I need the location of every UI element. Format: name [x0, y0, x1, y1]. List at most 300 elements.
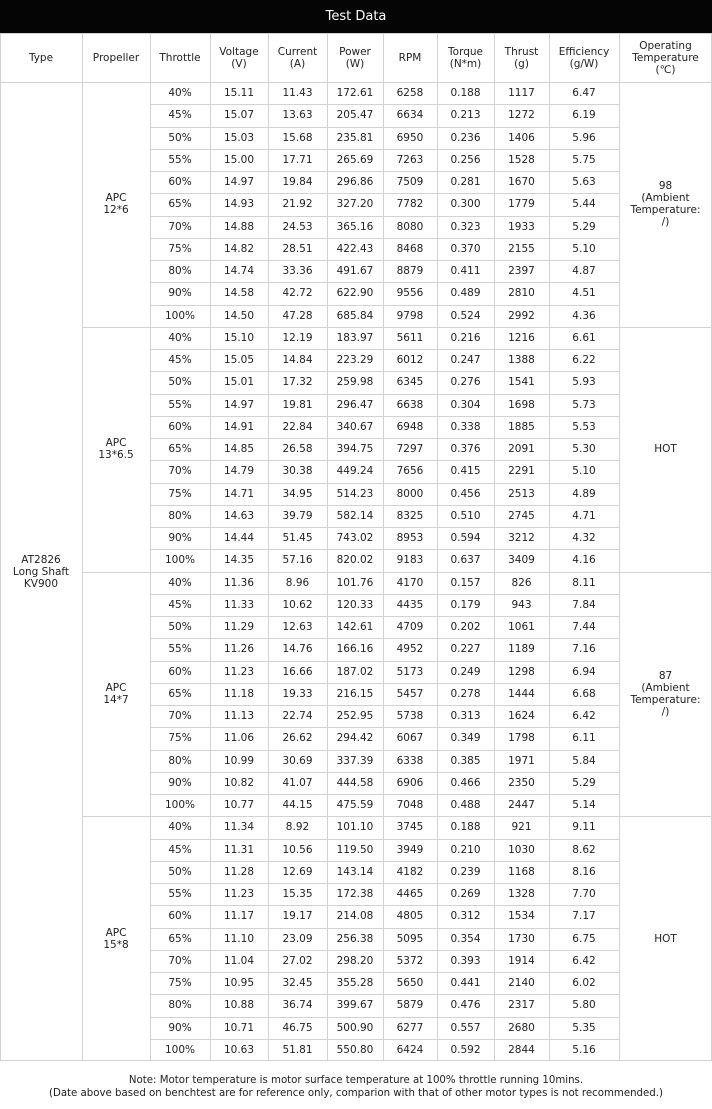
cell-torque: 0.157 [450, 576, 481, 589]
cell-thrust: 1914 [508, 954, 535, 967]
cell-torque: 0.256 [450, 153, 481, 166]
header-voltage: Voltage (V) [219, 45, 259, 70]
cell-thrust: 2992 [508, 309, 535, 322]
cell-power: 101.76 [336, 576, 374, 589]
cell-power: 252.95 [336, 710, 374, 723]
cell-torque: 0.354 [450, 932, 481, 945]
cell-throttle: 50% [168, 131, 192, 144]
cell-efficiency: 7.17 [572, 910, 596, 923]
cell-torque: 0.236 [450, 131, 481, 144]
cell-current: 30.38 [282, 465, 313, 478]
cell-efficiency: 6.22 [572, 354, 596, 367]
cell-current: 23.09 [282, 932, 313, 945]
row-divider [0, 1060, 712, 1061]
cell-throttle: 65% [168, 687, 192, 700]
cell-throttle: 75% [168, 732, 192, 745]
cell-current: 27.02 [282, 954, 313, 967]
row-divider [82, 327, 712, 328]
cell-thrust: 1216 [508, 331, 535, 344]
cell-power: 743.02 [336, 532, 374, 545]
cell-throttle: 55% [168, 398, 192, 411]
cell-current: 33.36 [282, 265, 313, 278]
cell-voltage: 10.88 [223, 999, 255, 1012]
cell-throttle: 60% [168, 910, 192, 923]
cell-current: 21.92 [282, 198, 313, 211]
cell-current: 11.43 [282, 87, 313, 100]
header-efficiency: Efficiency (g/W) [558, 45, 610, 70]
cell-thrust: 1885 [508, 420, 535, 433]
cell-rpm: 8953 [396, 532, 424, 545]
cell-current: 26.58 [282, 443, 313, 456]
cell-voltage: 11.10 [223, 932, 255, 945]
cell-current: 24.53 [282, 220, 313, 233]
cell-rpm: 5372 [396, 954, 424, 967]
cell-voltage: 15.05 [223, 354, 255, 367]
cell-power: 101.10 [336, 821, 374, 834]
column-divider [494, 33, 495, 1061]
cell-power: 422.43 [336, 242, 374, 255]
cell-thrust: 2745 [508, 509, 535, 522]
cell-torque: 0.411 [450, 265, 481, 278]
cell-power: 340.67 [336, 420, 374, 433]
cell-throttle: 45% [168, 598, 192, 611]
note-line-2: (Date above based on benchtest are for reference only, comparion with that of other motor types is not recommended.) [49, 1088, 663, 1099]
cell-efficiency: 5.63 [572, 176, 596, 189]
cell-thrust: 1272 [508, 109, 535, 122]
cell-efficiency: 5.53 [572, 420, 596, 433]
cell-thrust: 1670 [508, 176, 535, 189]
cell-voltage: 11.34 [223, 821, 255, 834]
cell-torque: 0.239 [450, 865, 481, 878]
cell-voltage: 11.28 [223, 865, 255, 878]
cell-efficiency: 4.36 [572, 309, 596, 322]
cell-power: 235.81 [336, 131, 374, 144]
cell-thrust: 1406 [508, 131, 535, 144]
cell-efficiency: 6.75 [572, 932, 596, 945]
cell-voltage: 11.29 [223, 621, 255, 634]
cell-current: 51.81 [282, 1043, 313, 1056]
cell-rpm: 4805 [396, 910, 424, 923]
cell-power: 500.90 [336, 1021, 374, 1034]
cell-power: 444.58 [336, 776, 374, 789]
cell-rpm: 5650 [396, 977, 424, 990]
cell-throttle: 100% [164, 309, 196, 322]
cell-throttle: 65% [168, 198, 192, 211]
cell-thrust: 1779 [508, 198, 535, 211]
cell-power: 475.59 [336, 799, 374, 812]
cell-current: 19.84 [282, 176, 313, 189]
cell-torque: 0.385 [450, 754, 481, 767]
cell-rpm: 5738 [396, 710, 424, 723]
cell-power: 216.15 [336, 687, 374, 700]
cell-thrust: 1798 [508, 732, 535, 745]
cell-power: 119.50 [336, 843, 374, 856]
cell-torque: 0.510 [450, 509, 481, 522]
cell-efficiency: 5.29 [572, 220, 596, 233]
cell-torque: 0.349 [450, 732, 481, 745]
cell-power: 187.02 [336, 665, 374, 678]
cell-torque: 0.313 [450, 710, 481, 723]
cell-thrust: 1117 [508, 87, 535, 100]
header-type: Type [28, 51, 54, 64]
cell-throttle: 70% [168, 465, 192, 478]
cell-power: 399.67 [336, 999, 374, 1012]
type-cell: AT2826 Long Shaft KV900 [12, 553, 70, 590]
cell-voltage: 14.93 [223, 198, 255, 211]
column-divider [383, 33, 384, 1061]
cell-voltage: 11.17 [223, 910, 255, 923]
cell-throttle: 45% [168, 109, 192, 122]
header-propeller: Propeller [92, 51, 140, 64]
table-note [0, 1074, 712, 1100]
cell-power: 296.47 [336, 398, 374, 411]
cell-rpm: 5457 [396, 687, 424, 700]
cell-rpm: 6012 [396, 354, 424, 367]
cell-torque: 0.466 [450, 776, 481, 789]
cell-efficiency: 4.32 [572, 532, 596, 545]
column-divider [437, 33, 438, 1061]
cell-current: 47.28 [282, 309, 313, 322]
cell-throttle: 40% [168, 576, 192, 589]
cell-power: 183.97 [336, 331, 374, 344]
cell-current: 17.71 [282, 153, 313, 166]
cell-rpm: 6067 [396, 732, 424, 745]
cell-throttle: 40% [168, 87, 192, 100]
cell-torque: 0.278 [450, 687, 481, 700]
cell-efficiency: 6.02 [572, 977, 596, 990]
cell-rpm: 6345 [396, 376, 424, 389]
cell-thrust: 2513 [508, 487, 535, 500]
cell-current: 41.07 [282, 776, 313, 789]
cell-voltage: 14.85 [223, 443, 255, 456]
cell-power: 256.38 [336, 932, 374, 945]
cell-voltage: 11.23 [223, 665, 255, 678]
temperature-cell: 98 (Ambient Temperature: /) [630, 180, 701, 229]
cell-power: 265.69 [336, 153, 374, 166]
column-divider [327, 33, 328, 1061]
cell-efficiency: 5.16 [572, 1043, 596, 1056]
cell-power: 296.86 [336, 176, 374, 189]
cell-throttle: 45% [168, 843, 192, 856]
cell-throttle: 55% [168, 153, 192, 166]
cell-rpm: 4182 [396, 865, 424, 878]
header-thrust: Thrust (g) [504, 45, 539, 70]
propeller-cell: APC 15*8 [103, 926, 129, 951]
header-temperature: Operating Temperature (℃) [632, 39, 699, 76]
cell-thrust: 1061 [508, 621, 535, 634]
cell-throttle: 80% [168, 265, 192, 278]
cell-throttle: 40% [168, 331, 192, 344]
cell-power: 491.67 [336, 265, 374, 278]
cell-torque: 0.370 [450, 242, 481, 255]
cell-current: 22.84 [282, 420, 313, 433]
cell-current: 19.81 [282, 398, 313, 411]
cell-voltage: 14.97 [223, 176, 255, 189]
cell-efficiency: 6.42 [572, 710, 596, 723]
propeller-cell: APC 12*6 [103, 192, 129, 217]
cell-efficiency: 5.14 [572, 799, 596, 812]
cell-thrust: 2397 [508, 265, 535, 278]
cell-throttle: 90% [168, 1021, 192, 1034]
header-rpm: RPM [398, 51, 422, 64]
column-divider [210, 33, 211, 1061]
cell-power: 820.02 [336, 554, 374, 567]
cell-voltage: 10.82 [223, 776, 255, 789]
cell-thrust: 2844 [508, 1043, 535, 1056]
cell-current: 42.72 [282, 287, 313, 300]
cell-voltage: 11.36 [223, 576, 255, 589]
cell-efficiency: 5.73 [572, 398, 596, 411]
column-divider [150, 33, 151, 1061]
cell-thrust: 2680 [508, 1021, 535, 1034]
cell-torque: 0.269 [450, 888, 481, 901]
header-torque: Torque (N*m) [448, 45, 483, 70]
cell-current: 19.17 [282, 910, 313, 923]
cell-thrust: 1189 [508, 643, 535, 656]
cell-torque: 0.637 [450, 554, 481, 567]
cell-power: 685.84 [336, 309, 374, 322]
cell-voltage: 10.77 [223, 799, 255, 812]
cell-throttle: 60% [168, 420, 192, 433]
cell-torque: 0.489 [450, 287, 481, 300]
cell-current: 30.69 [282, 754, 313, 767]
cell-rpm: 6950 [396, 131, 424, 144]
cell-throttle: 80% [168, 999, 192, 1012]
cell-voltage: 14.97 [223, 398, 255, 411]
cell-current: 46.75 [282, 1021, 313, 1034]
cell-voltage: 15.01 [223, 376, 255, 389]
cell-power: 449.24 [336, 465, 374, 478]
cell-thrust: 1730 [508, 932, 535, 945]
cell-thrust: 1298 [508, 665, 535, 678]
cell-torque: 0.592 [450, 1043, 481, 1056]
cell-power: 622.90 [336, 287, 374, 300]
cell-voltage: 14.71 [223, 487, 255, 500]
cell-throttle: 70% [168, 954, 192, 967]
cell-throttle: 40% [168, 821, 192, 834]
cell-rpm: 8000 [396, 487, 424, 500]
cell-throttle: 45% [168, 354, 192, 367]
cell-current: 44.15 [282, 799, 313, 812]
cell-torque: 0.441 [450, 977, 481, 990]
cell-voltage: 14.79 [223, 465, 255, 478]
cell-efficiency: 4.71 [572, 509, 596, 522]
cell-voltage: 15.03 [223, 131, 255, 144]
cell-torque: 0.304 [450, 398, 481, 411]
cell-power: 172.61 [336, 87, 374, 100]
cell-torque: 0.202 [450, 621, 481, 634]
cell-torque: 0.300 [450, 198, 481, 211]
test-data-table [0, 33, 712, 1069]
cell-efficiency: 5.96 [572, 131, 596, 144]
cell-efficiency: 7.70 [572, 888, 596, 901]
cell-efficiency: 5.44 [572, 198, 596, 211]
cell-rpm: 7297 [396, 443, 424, 456]
cell-efficiency: 6.11 [572, 732, 596, 745]
cell-voltage: 14.58 [223, 287, 255, 300]
cell-rpm: 8325 [396, 509, 424, 522]
cell-rpm: 8879 [396, 265, 424, 278]
cell-efficiency: 8.16 [572, 865, 596, 878]
cell-torque: 0.227 [450, 643, 481, 656]
cell-throttle: 65% [168, 932, 192, 945]
cell-torque: 0.276 [450, 376, 481, 389]
row-divider [0, 33, 712, 34]
cell-current: 15.68 [282, 131, 313, 144]
cell-current: 34.95 [282, 487, 313, 500]
column-divider [268, 33, 269, 1061]
cell-power: 327.20 [336, 198, 374, 211]
cell-thrust: 1030 [508, 843, 535, 856]
cell-current: 10.56 [282, 843, 313, 856]
cell-efficiency: 5.10 [572, 242, 596, 255]
cell-current: 10.62 [282, 598, 313, 611]
cell-power: 214.08 [336, 910, 374, 923]
cell-power: 365.16 [336, 220, 374, 233]
cell-current: 32.45 [282, 977, 313, 990]
cell-thrust: 1328 [508, 888, 535, 901]
cell-thrust: 2350 [508, 776, 535, 789]
cell-power: 143.14 [336, 865, 374, 878]
cell-thrust: 2091 [508, 443, 535, 456]
header-power: Power (W) [339, 45, 371, 70]
cell-efficiency: 9.11 [572, 821, 596, 834]
cell-power: 294.42 [336, 732, 374, 745]
cell-current: 12.19 [282, 331, 313, 344]
cell-power: 394.75 [336, 443, 374, 456]
cell-voltage: 14.91 [223, 420, 255, 433]
cell-voltage: 15.11 [223, 87, 255, 100]
cell-current: 14.76 [282, 643, 313, 656]
cell-rpm: 3745 [396, 821, 424, 834]
cell-torque: 0.415 [450, 465, 481, 478]
cell-torque: 0.323 [450, 220, 481, 233]
cell-torque: 0.338 [450, 420, 481, 433]
cell-thrust: 1444 [508, 687, 535, 700]
cell-power: 205.47 [336, 109, 374, 122]
cell-rpm: 6948 [396, 420, 424, 433]
cell-voltage: 10.71 [223, 1021, 255, 1034]
cell-efficiency: 6.47 [572, 87, 596, 100]
cell-efficiency: 7.44 [572, 621, 596, 634]
cell-current: 36.74 [282, 999, 313, 1012]
cell-efficiency: 5.75 [572, 153, 596, 166]
cell-rpm: 7656 [396, 465, 424, 478]
cell-efficiency: 8.62 [572, 843, 596, 856]
cell-thrust: 2291 [508, 465, 535, 478]
cell-throttle: 50% [168, 621, 192, 634]
cell-torque: 0.376 [450, 443, 481, 456]
cell-current: 13.63 [282, 109, 313, 122]
cell-rpm: 6338 [396, 754, 424, 767]
cell-current: 17.32 [282, 376, 313, 389]
cell-efficiency: 7.84 [572, 598, 596, 611]
cell-current: 16.66 [282, 665, 313, 678]
cell-torque: 0.393 [450, 954, 481, 967]
cell-power: 582.14 [336, 509, 374, 522]
cell-torque: 0.210 [450, 843, 481, 856]
cell-rpm: 9556 [396, 287, 424, 300]
cell-torque: 0.456 [450, 487, 481, 500]
cell-voltage: 15.00 [223, 153, 255, 166]
cell-rpm: 6638 [396, 398, 424, 411]
cell-rpm: 6906 [396, 776, 424, 789]
cell-power: 337.39 [336, 754, 374, 767]
column-divider [549, 33, 550, 1061]
cell-efficiency: 6.61 [572, 331, 596, 344]
cell-throttle: 55% [168, 643, 192, 656]
cell-throttle: 50% [168, 376, 192, 389]
temperature-cell: 87 (Ambient Temperature: /) [630, 669, 701, 718]
cell-thrust: 1624 [508, 710, 535, 723]
cell-current: 19.33 [282, 687, 313, 700]
propeller-cell: APC 13*6.5 [98, 437, 134, 462]
cell-throttle: 90% [168, 776, 192, 789]
cell-current: 8.96 [285, 576, 310, 589]
cell-current: 12.63 [282, 621, 313, 634]
cell-power: 259.98 [336, 376, 374, 389]
row-divider [82, 572, 712, 573]
cell-efficiency: 4.16 [572, 554, 596, 567]
cell-rpm: 4952 [396, 643, 424, 656]
cell-voltage: 14.44 [223, 532, 255, 545]
cell-current: 14.84 [282, 354, 313, 367]
header-throttle: Throttle [159, 51, 201, 64]
cell-rpm: 4170 [396, 576, 424, 589]
temperature-cell: HOT [654, 443, 677, 456]
cell-voltage: 10.95 [223, 977, 255, 990]
cell-efficiency: 4.89 [572, 487, 596, 500]
cell-efficiency: 6.94 [572, 665, 596, 678]
cell-torque: 0.249 [450, 665, 481, 678]
cell-rpm: 9798 [396, 309, 424, 322]
cell-throttle: 75% [168, 487, 192, 500]
cell-rpm: 8468 [396, 242, 424, 255]
cell-efficiency: 5.10 [572, 465, 596, 478]
header-current: Current (A) [277, 45, 318, 70]
cell-voltage: 11.13 [223, 710, 255, 723]
cell-throttle: 80% [168, 754, 192, 767]
cell-voltage: 15.10 [223, 331, 255, 344]
cell-rpm: 5095 [396, 932, 424, 945]
cell-throttle: 55% [168, 888, 192, 901]
cell-throttle: 70% [168, 220, 192, 233]
cell-throttle: 60% [168, 665, 192, 678]
cell-voltage: 10.63 [223, 1043, 255, 1056]
cell-throttle: 70% [168, 710, 192, 723]
cell-efficiency: 4.51 [572, 287, 596, 300]
cell-efficiency: 8.11 [572, 576, 596, 589]
cell-efficiency: 6.42 [572, 954, 596, 967]
cell-efficiency: 5.30 [572, 443, 596, 456]
row-divider [82, 816, 712, 817]
row-divider [0, 82, 712, 83]
cell-throttle: 75% [168, 977, 192, 990]
cell-thrust: 3212 [508, 532, 535, 545]
note-line-1: Note: Motor temperature is motor surface temperature at 100% throttle running 10mins. [128, 1075, 584, 1086]
cell-voltage: 11.18 [223, 687, 255, 700]
cell-rpm: 7782 [396, 198, 424, 211]
cell-efficiency: 6.19 [572, 109, 596, 122]
cell-torque: 0.213 [450, 109, 481, 122]
cell-voltage: 14.82 [223, 242, 255, 255]
cell-rpm: 7263 [396, 153, 424, 166]
cell-torque: 0.216 [450, 331, 481, 344]
cell-torque: 0.557 [450, 1021, 481, 1034]
table-title: Test Data [0, 0, 712, 33]
cell-torque: 0.179 [450, 598, 481, 611]
cell-throttle: 100% [164, 554, 196, 567]
